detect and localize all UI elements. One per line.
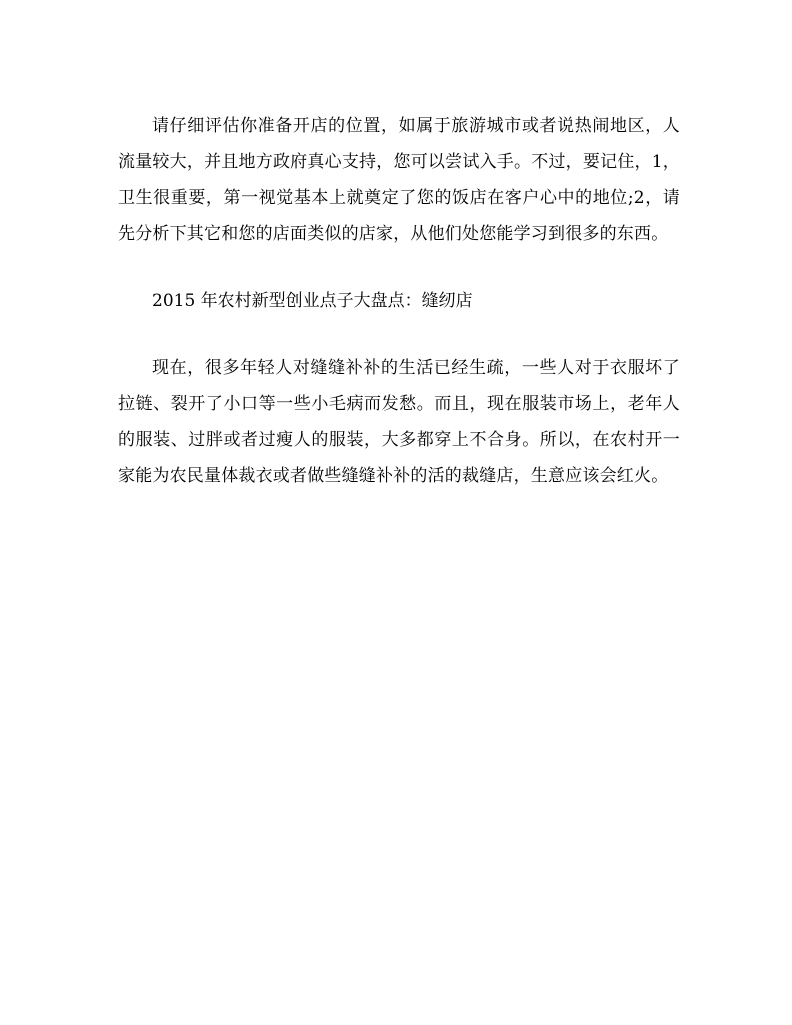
paragraph-spacer-1 — [118, 252, 680, 284]
paragraph-spacer-2 — [118, 318, 680, 350]
paragraph-2: 现在，很多年轻人对缝缝补补的生活已经生疏，一些人对于衣服坏了拉链、裂开了小口等一些小毛病而发愁。而且，现在服装市场上，老年人的服装、过胖或者过瘦人的服装，大多都穿上不合身。所以，在农村开一家能为农民量体裁衣或者做些缝缝补补的活的裁缝店，生意应该会红火。 — [118, 358, 680, 486]
paragraph-1: 请仔细评估你准备开店的位置，如属于旅游城市或者说热闹地区，人流量较大，并且地方政府真心支持，您可以尝试入手。不过，要记住，1，卫生很重要，第一视觉基本上就奠定了您的饭店在客户心中的地位;2，请先分析下其它和您的店面类似的店家，从他们处您能学习到很多的东西。 — [118, 116, 680, 244]
document-body — [118, 108, 680, 494]
section-heading: 2015 年农村新型创业点子大盘点：缝纫店 — [152, 291, 473, 311]
